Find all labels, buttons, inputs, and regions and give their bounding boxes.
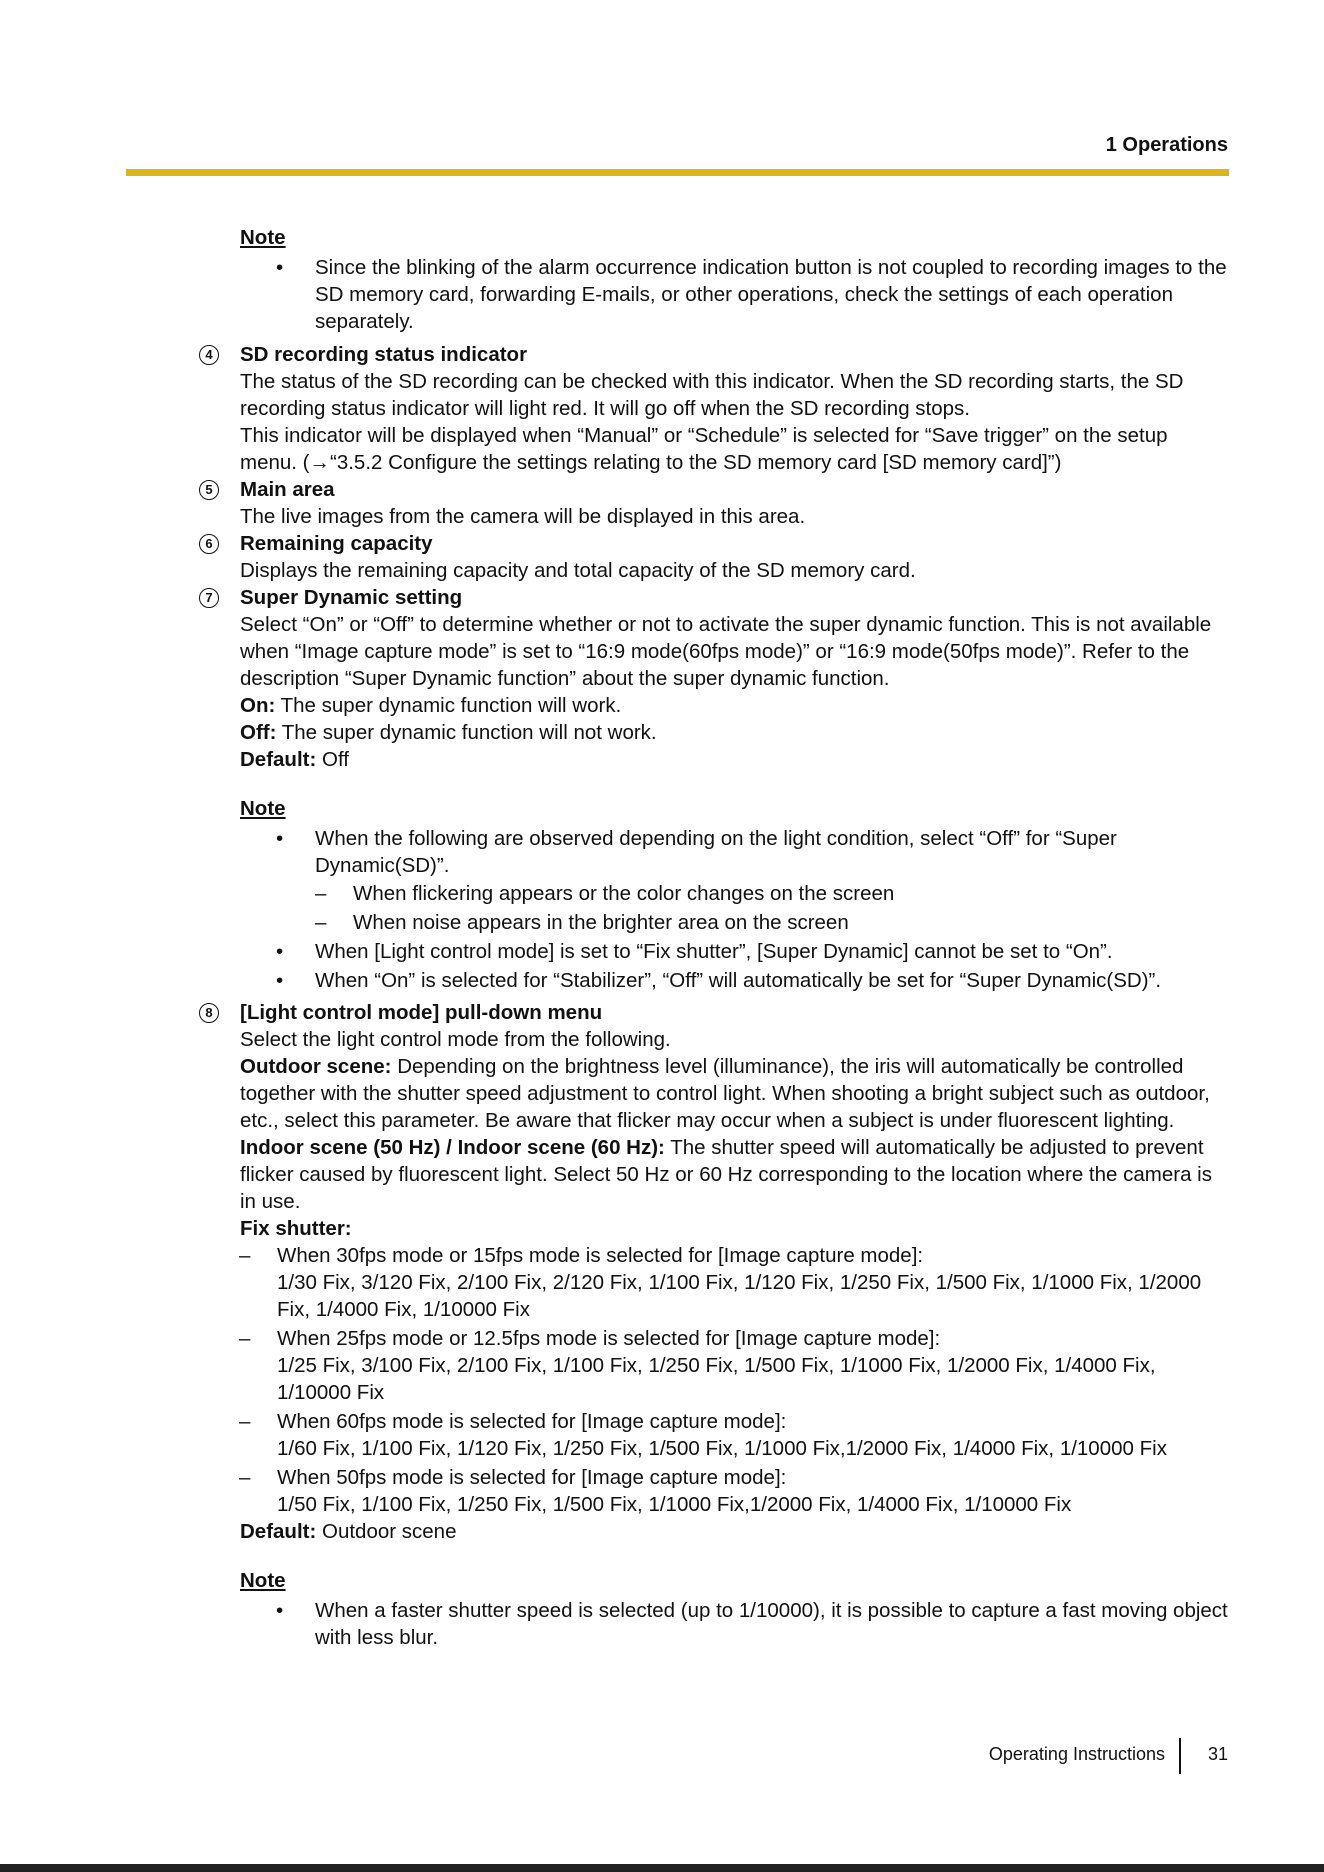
section-paragraph: The live images from the camera will be displayed in this area. (240, 505, 806, 528)
default-text: Off (316, 748, 349, 771)
note-bullet: • When “On” is selected for “Stabilizer”, “Off” will automatically be set for “Super Dynamic(SD)”. (240, 966, 1230, 995)
default-label: Default: (240, 1520, 317, 1543)
fix-shutter-item (240, 1325, 1230, 1406)
option-fix-shutter-label: Fix shutter: (240, 1217, 352, 1240)
option-label: Off: (240, 721, 277, 744)
section-title: Remaining capacity (240, 532, 433, 555)
section-paragraph: Select the light control mode from the following. (240, 1028, 671, 1051)
section-light-control-mode (205, 999, 1230, 1545)
note-label: Note (240, 1569, 286, 1592)
default-value (240, 746, 1230, 773)
fix-shutter-values: 1/30 Fix, 3/120 Fix, 2/100 Fix, 2/120 Fix, 1/100 Fix, 1/120 Fix, 1/250 Fix, 1/500 Fix, 1/1000 Fix, 1/2000 Fix, 1/4000 Fix, 1/10000 Fix (277, 1271, 1202, 1321)
header-rule (126, 169, 1229, 176)
fix-shutter-condition: – When 25fps mode or 12.5fps mode is selected for [Image capture mode]: (277, 1327, 941, 1350)
option-off (240, 719, 1230, 746)
section-number-badge: 4 (199, 345, 219, 365)
section-paragraph: Displays the remaining capacity and total capacity of the SD memory card. (240, 559, 916, 582)
fix-shutter-condition: – When 50fps mode is selected for [Image capture mode]: (277, 1466, 787, 1489)
note-bullet: • When the following are observed depending on the light condition, select “Off” for “Super Dynamic(SD)”. (240, 825, 1230, 879)
default-text: Outdoor scene (316, 1520, 457, 1543)
footer-document-title: Operating Instructions (988, 1744, 1165, 1764)
option-text: Depending on the brightness level (illuminance), the iris will automatically be controlled together with the shutter speed adjustment to control light. When shooting a bright subject such as outdoor, etc., select this parameter. Be aware that flicker may occur when a subject is under fluorescent lighting. (240, 1055, 1210, 1132)
section-paragraph: Select “On” or “Off” to determine whether or not to activate the super dynamic function. This is not available when “Image capture mode” is set to “16:9 mode(60fps mode)” or “16:9 mode(50fps mode)”. Refer to the description “Super Dynamic function” about the super dynamic function. (240, 613, 1212, 690)
option-text: The shutter speed will automatically be adjusted to prevent flicker caused by fluorescent light. Select 50 Hz or 60 Hz corresponding to the location where the camera is in use. (240, 1136, 1212, 1213)
section-main-area (205, 476, 1230, 530)
section-title: Super Dynamic setting (240, 586, 463, 609)
option-indoor-scene (240, 1134, 1230, 1215)
option-outdoor-scene (240, 1053, 1230, 1134)
option-label: Indoor scene (50 Hz) / Indoor scene (60 Hz): (240, 1136, 665, 1159)
section-title: [Light control mode] pull-down menu (240, 1001, 603, 1024)
note-sub-item: – When noise appears in the brighter area on the screen (240, 908, 1230, 937)
section-paragraph: The status of the SD recording can be checked with this indicator. When the SD recording starts, the SD recording status indicator will light red. It will go off when the SD recording stops. (240, 370, 1184, 420)
fix-shutter-condition: – When 30fps mode or 15fps mode is selected for [Image capture mode]: (277, 1244, 924, 1267)
section-number-badge: 7 (199, 588, 219, 608)
fix-shutter-item (240, 1464, 1230, 1518)
page-section-title: 1 Operations (1105, 134, 1228, 156)
fix-shutter-values: 1/60 Fix, 1/100 Fix, 1/120 Fix, 1/250 Fix, 1/500 Fix, 1/1000 Fix,1/2000 Fix, 1/4000 Fix, 1/10000 Fix (277, 1437, 1167, 1460)
fix-shutter-item (240, 1408, 1230, 1462)
section-paragraph: This indicator will be displayed when “Manual” or “Schedule” is selected for “Save trigger” on the setup menu. (→“3.5.2 Configure the settings relating to the SD memory card [SD memory card]”) (240, 424, 1168, 474)
option-label: Outdoor scene: (240, 1055, 392, 1078)
note-bullet: • When a faster shutter speed is selected (up to 1/10000), it is possible to capture a fast moving object with less blur. (240, 1597, 1230, 1651)
default-label: Default: (240, 748, 317, 771)
option-label: On: (240, 694, 276, 717)
section-super-dynamic (205, 584, 1230, 773)
fix-shutter-values: 1/25 Fix, 3/100 Fix, 2/100 Fix, 1/100 Fix, 1/250 Fix, 1/500 Fix, 1/1000 Fix, 1/2000 Fix, 1/4000 Fix, 1/10000 Fix (277, 1354, 1156, 1404)
fix-shutter-item (240, 1242, 1230, 1323)
default-value (240, 1518, 1230, 1545)
note-label: Note (240, 797, 286, 820)
section-title: SD recording status indicator (240, 343, 528, 366)
section-sd-recording-status (205, 341, 1230, 476)
note-bullet: • When [Light control mode] is set to “Fix shutter”, [Super Dynamic] cannot be set to “On”. (240, 937, 1230, 966)
main-content (205, 218, 1230, 1651)
bottom-edge-bar (0, 1864, 1324, 1872)
footer-separator (1179, 1738, 1181, 1774)
option-text: The super dynamic function will not work. (276, 721, 657, 744)
fix-shutter-condition: – When 60fps mode is selected for [Image capture mode]: (277, 1410, 787, 1433)
section-number-badge: 6 (199, 534, 219, 554)
section-remaining-capacity (205, 530, 1230, 584)
fix-shutter-values: 1/50 Fix, 1/100 Fix, 1/250 Fix, 1/500 Fix, 1/1000 Fix,1/2000 Fix, 1/4000 Fix, 1/10000 Fix (277, 1493, 1072, 1516)
section-number-badge: 5 (199, 480, 219, 500)
note-bullet: • Since the blinking of the alarm occurrence indication button is not coupled to recording images to the SD memory card, forwarding E-mails, or other operations, check the settings of each operation separately. (240, 254, 1230, 335)
option-on (240, 692, 1230, 719)
note-sub-item: – When flickering appears or the color changes on the screen (240, 879, 1230, 908)
note-label: Note (240, 226, 286, 249)
option-text: The super dynamic function will work. (275, 694, 622, 717)
section-number-badge: 8 (199, 1003, 219, 1023)
page-number: 31 (1208, 1744, 1229, 1764)
section-title: Main area (240, 478, 335, 501)
